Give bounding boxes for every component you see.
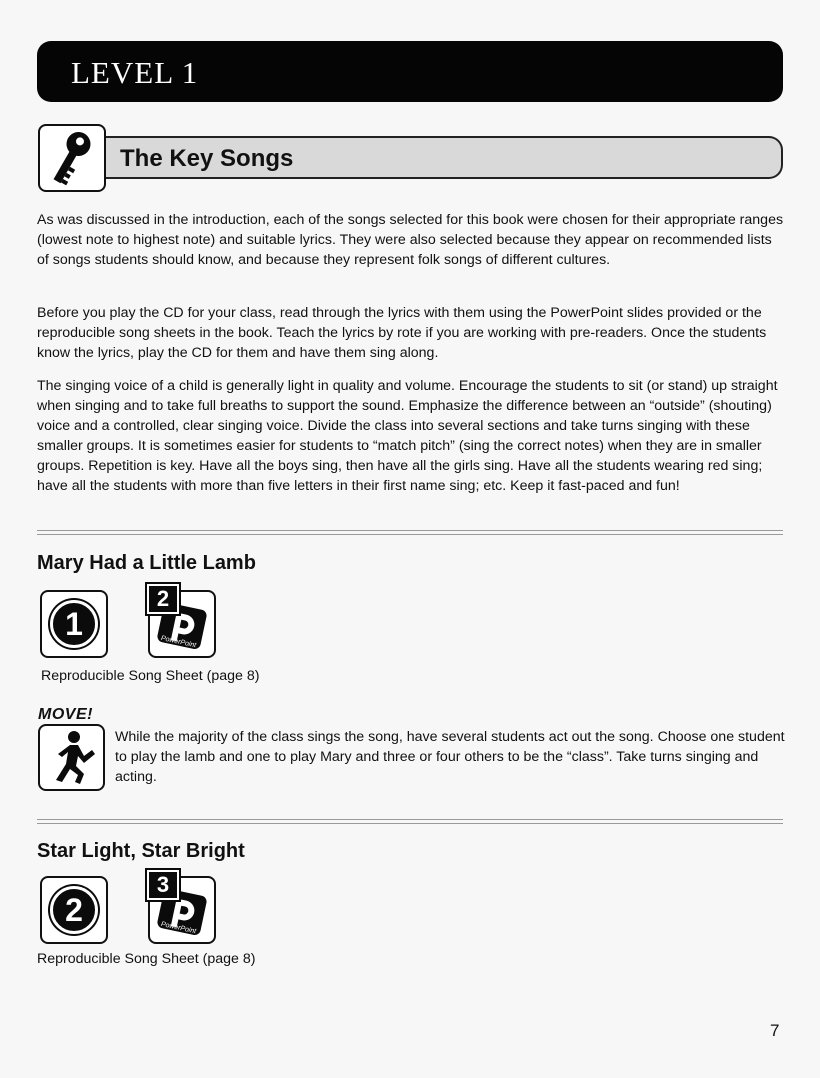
- song-title: Mary Had a Little Lamb: [37, 552, 256, 574]
- key-icon: [38, 124, 106, 192]
- track-number: 2: [50, 886, 98, 934]
- running-figure-icon: [38, 724, 105, 791]
- song-sheet-caption: Reproducible Song Sheet (page 8): [41, 668, 260, 684]
- move-instructions: While the majority of the class sings the song, have several students act out the song. Choose one student to play the lamb and one to play Mary and three or four others to be the “class”. Take turns singing and acting.: [115, 729, 785, 785]
- singing-voice-paragraph: The singing voice of a child is generally light in quality and volume. Encourage the students to sit (or stand) up straight when singing and to take full breaths to support the sound. Emphasize the difference between an “outside” (shouting) voice and a controlled, clear singing voice. Divide the class into several sections and take turns singing with these smaller groups. It is sometimes easier for students to “match pitch” (sing the correct notes) when they are in smaller groups. Repetition is key. Have all the boys sing, then have all the girls sing. Have all the students wearing red sing; have all the students with more than five letters in their first name sing; etc. Keep it fast-paced and fun!: [37, 378, 778, 494]
- track-number: 1: [50, 600, 98, 648]
- powerpoint-text: PowerPoint: [160, 920, 197, 936]
- song-sheet-caption: Reproducible Song Sheet (page 8): [37, 951, 256, 967]
- intro-paragraph: As was discussed in the introduction, each of the songs selected for this book were chosen for their appropriate ranges (lowest note to highest note) and suitable lyrics. They were also selected because they appear on recommended lists of songs students should know, and because they represent folk songs of different cultures.: [37, 212, 784, 268]
- cd-paragraph: Before you play the CD for your class, read through the lyrics with them using the PowerPoint slides provided or the reproducible song sheets in the book. Teach the lyrics by rote if you are working with pre-readers. Once the students know the lyrics, play the CD for them and have them sing along.: [37, 305, 767, 361]
- song-title: Star Light, Star Bright: [37, 840, 245, 862]
- slide-number: 3: [147, 870, 179, 900]
- level-banner: [37, 41, 783, 102]
- powerpoint-text: PowerPoint: [160, 634, 197, 650]
- page-number: 7: [770, 1021, 780, 1040]
- slide-number: 2: [147, 584, 179, 614]
- level-title: LEVEL 1: [71, 55, 199, 90]
- section-title: The Key Songs: [120, 145, 294, 172]
- divider: [37, 530, 783, 535]
- cd-track-icon: [40, 590, 108, 658]
- divider: [37, 819, 783, 824]
- cd-track-icon: [40, 876, 108, 944]
- move-label: MOVE!: [38, 706, 93, 723]
- section-header: [98, 136, 783, 179]
